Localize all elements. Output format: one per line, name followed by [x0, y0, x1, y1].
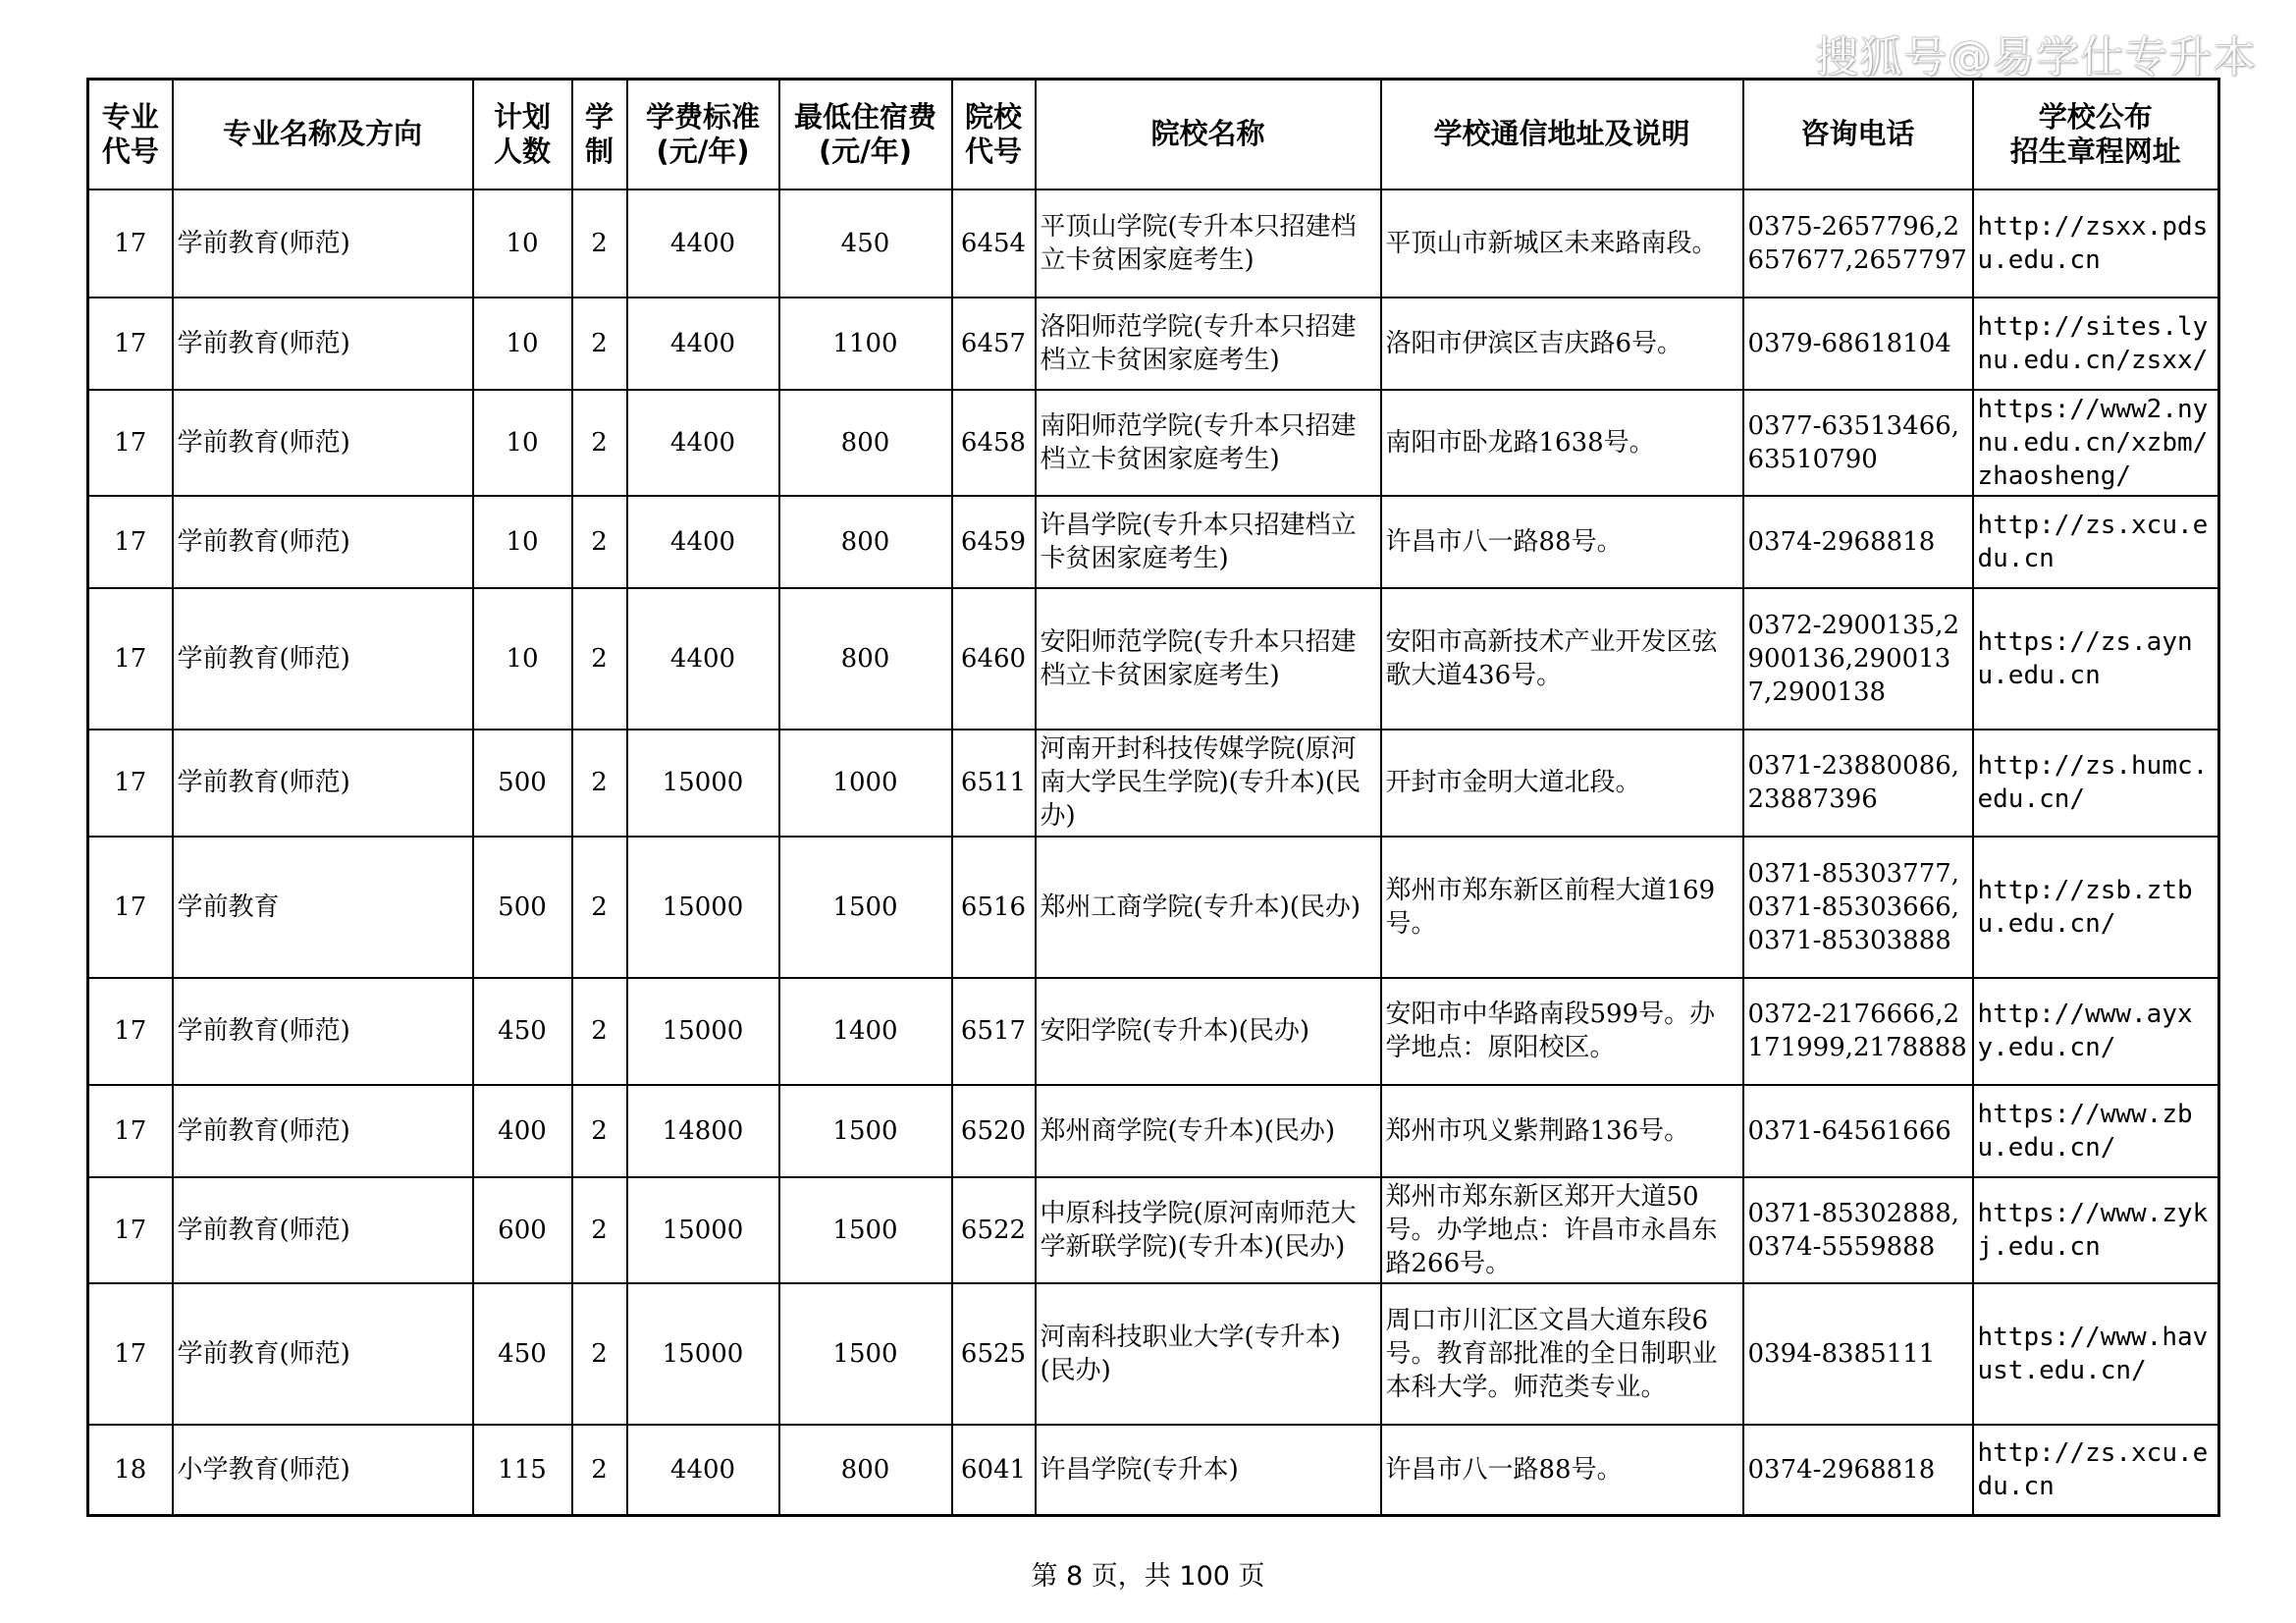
cell-major-code: 17	[88, 730, 173, 837]
cell-address: 郑州市巩义紫荆路136号。	[1381, 1085, 1743, 1177]
cell-major-name: 学前教育(师范)	[173, 298, 473, 390]
cell-phone: 0372-2176666,2171999,2178888	[1743, 978, 1973, 1085]
cell-major-name: 学前教育(师范)	[173, 390, 473, 496]
cell-school-name: 安阳学院(专升本)(民办)	[1036, 978, 1381, 1085]
cell-url[interactable]: http://www.ayxy.edu.cn/	[1973, 978, 2219, 1085]
cell-tuition: 4400	[627, 189, 779, 298]
table-row	[88, 730, 2219, 837]
cell-url[interactable]: https://www.havust.edu.cn/	[1973, 1283, 2219, 1425]
cell-school-code: 6520	[952, 1085, 1036, 1177]
cell-url[interactable]: http://zsxx.pdsu.edu.cn	[1973, 189, 2219, 298]
cell-school-name: 安阳师范学院(专升本只招建档立卡贫困家庭考生)	[1036, 588, 1381, 730]
cell-duration: 2	[572, 1425, 627, 1516]
table-row	[88, 496, 2219, 588]
cell-url[interactable]: https://www2.nynu.edu.cn/xzbm/zhaosheng/	[1973, 390, 2219, 496]
cell-dorm-fee: 800	[779, 390, 952, 496]
cell-address: 洛阳市伊滨区吉庆路6号。	[1381, 298, 1743, 390]
header-url: 学校公布 招生章程网址	[1973, 80, 2219, 189]
cell-tuition: 4400	[627, 390, 779, 496]
cell-phone: 0371-23880086,23887396	[1743, 730, 1973, 837]
cell-address: 安阳市高新技术产业开发区弦歌大道436号。	[1381, 588, 1743, 730]
cell-url[interactable]: https://www.zbu.edu.cn/	[1973, 1085, 2219, 1177]
cell-major-code: 17	[88, 189, 173, 298]
cell-school-code: 6516	[952, 837, 1036, 978]
cell-dorm-fee: 1500	[779, 1085, 952, 1177]
cell-phone: 0372-2900135,2900136,2900137,2900138	[1743, 588, 1973, 730]
cell-duration: 2	[572, 730, 627, 837]
cell-duration: 2	[572, 1177, 627, 1283]
table-row	[88, 1425, 2219, 1516]
cell-address: 平顶山市新城区未来路南段。	[1381, 189, 1743, 298]
cell-duration: 2	[572, 978, 627, 1085]
cell-dorm-fee: 800	[779, 496, 952, 588]
page-footer: 第 8 页，共 100 页	[1031, 1561, 1265, 1592]
cell-school-code: 6454	[952, 189, 1036, 298]
cell-address: 郑州市郑东新区前程大道169号。	[1381, 837, 1743, 978]
cell-school-name: 中原科技学院(原河南师范大学新联学院)(专升本)(民办)	[1036, 1177, 1381, 1283]
cell-major-code: 17	[88, 496, 173, 588]
table-row	[88, 588, 2219, 730]
header-school-code: 院校 代号	[952, 80, 1036, 189]
cell-address: 许昌市八一路88号。	[1381, 1425, 1743, 1516]
cell-school-name: 郑州商学院(专升本)(民办)	[1036, 1085, 1381, 1177]
header-dorm-fee: 最低住宿费 (元/年)	[779, 80, 952, 189]
cell-dorm-fee: 1400	[779, 978, 952, 1085]
cell-school-name: 平顶山学院(专升本只招建档立卡贫困家庭考生)	[1036, 189, 1381, 298]
cell-duration: 2	[572, 298, 627, 390]
cell-major-name: 学前教育(师范)	[173, 730, 473, 837]
cell-dorm-fee: 1500	[779, 1177, 952, 1283]
cell-duration: 2	[572, 189, 627, 298]
cell-url[interactable]: http://zs.xcu.edu.cn	[1973, 1425, 2219, 1516]
cell-dorm-fee: 1500	[779, 1283, 952, 1425]
cell-url[interactable]: https://zs.aynu.edu.cn	[1973, 588, 2219, 730]
cell-major-code: 17	[88, 1085, 173, 1177]
cell-major-code: 17	[88, 837, 173, 978]
cell-major-code: 17	[88, 588, 173, 730]
cell-tuition: 4400	[627, 298, 779, 390]
cell-school-code: 6511	[952, 730, 1036, 837]
cell-url[interactable]: http://zs.humc.edu.cn/	[1973, 730, 2219, 837]
cell-plan-count: 10	[473, 588, 572, 730]
table-row	[88, 189, 2219, 298]
cell-major-name: 学前教育(师范)	[173, 978, 473, 1085]
cell-plan-count: 450	[473, 978, 572, 1085]
table-row	[88, 390, 2219, 496]
cell-phone: 0377-63513466,63510790	[1743, 390, 1973, 496]
cell-major-name: 学前教育(师范)	[173, 588, 473, 730]
cell-major-name: 学前教育(师范)	[173, 496, 473, 588]
header-duration: 学 制	[572, 80, 627, 189]
cell-dorm-fee: 1000	[779, 730, 952, 837]
table-row	[88, 298, 2219, 390]
cell-major-name: 学前教育(师范)	[173, 189, 473, 298]
header-phone: 咨询电话	[1743, 80, 1973, 189]
cell-address: 周口市川汇区文昌大道东段6号。教育部批准的全日制职业本科大学。师范类专业。	[1381, 1283, 1743, 1425]
cell-plan-count: 10	[473, 390, 572, 496]
cell-dorm-fee: 800	[779, 588, 952, 730]
cell-address: 安阳市中华路南段599号。办学地点：原阳校区。	[1381, 978, 1743, 1085]
cell-major-name: 学前教育(师范)	[173, 1085, 473, 1177]
cell-phone: 0371-85303777,0371-85303666,0371-85303888	[1743, 837, 1973, 978]
header-address: 学校通信地址及说明	[1381, 80, 1743, 189]
cell-plan-count: 500	[473, 730, 572, 837]
cell-dorm-fee: 1100	[779, 298, 952, 390]
cell-major-name: 学前教育	[173, 837, 473, 978]
cell-duration: 2	[572, 496, 627, 588]
cell-dorm-fee: 450	[779, 189, 952, 298]
cell-duration: 2	[572, 588, 627, 730]
cell-dorm-fee: 800	[779, 1425, 952, 1516]
cell-major-code: 17	[88, 1283, 173, 1425]
cell-tuition: 15000	[627, 978, 779, 1085]
cell-phone: 0374-2968818	[1743, 496, 1973, 588]
cell-duration: 2	[572, 1085, 627, 1177]
cell-phone: 0371-85302888,0374-5559888	[1743, 1177, 1973, 1283]
cell-school-code: 6458	[952, 390, 1036, 496]
cell-address: 南阳市卧龙路1638号。	[1381, 390, 1743, 496]
cell-tuition: 15000	[627, 1283, 779, 1425]
cell-duration: 2	[572, 390, 627, 496]
cell-url[interactable]: http://sites.lynu.edu.cn/zsxx/	[1973, 298, 2219, 390]
cell-school-code: 6517	[952, 978, 1036, 1085]
cell-school-code: 6041	[952, 1425, 1036, 1516]
cell-tuition: 15000	[627, 730, 779, 837]
cell-phone: 0379-68618104	[1743, 298, 1973, 390]
cell-school-code: 6460	[952, 588, 1036, 730]
cell-school-name: 洛阳师范学院(专升本只招建档立卡贫困家庭考生)	[1036, 298, 1381, 390]
cell-address: 开封市金明大道北段。	[1381, 730, 1743, 837]
cell-school-name: 南阳师范学院(专升本只招建档立卡贫困家庭考生)	[1036, 390, 1381, 496]
header-plan-count: 计划 人数	[473, 80, 572, 189]
cell-phone: 0374-2968818	[1743, 1425, 1973, 1516]
cell-school-code: 6522	[952, 1177, 1036, 1283]
cell-major-name: 学前教育(师范)	[173, 1177, 473, 1283]
cell-tuition: 4400	[627, 496, 779, 588]
table-row	[88, 837, 2219, 978]
cell-duration: 2	[572, 1283, 627, 1425]
cell-school-name: 许昌学院(专升本只招建档立卡贫困家庭考生)	[1036, 496, 1381, 588]
cell-school-code: 6525	[952, 1283, 1036, 1425]
cell-school-code: 6457	[952, 298, 1036, 390]
cell-plan-count: 450	[473, 1283, 572, 1425]
cell-url[interactable]: https://www.zykj.edu.cn	[1973, 1177, 2219, 1283]
cell-plan-count: 115	[473, 1425, 572, 1516]
cell-major-name: 学前教育(师范)	[173, 1283, 473, 1425]
cell-plan-count: 500	[473, 837, 572, 978]
cell-address: 郑州市郑东新区郑开大道50号。办学地点：许昌市永昌东路266号。	[1381, 1177, 1743, 1283]
cell-plan-count: 10	[473, 496, 572, 588]
cell-tuition: 15000	[627, 837, 779, 978]
cell-plan-count: 600	[473, 1177, 572, 1283]
cell-plan-count: 10	[473, 298, 572, 390]
table-row	[88, 1177, 2219, 1283]
header-major-code: 专业 代号	[88, 80, 173, 189]
cell-phone: 0371-64561666	[1743, 1085, 1973, 1177]
cell-dorm-fee: 1500	[779, 837, 952, 978]
header-major-name: 专业名称及方向	[173, 80, 473, 189]
cell-url[interactable]: http://zsb.ztbu.edu.cn/	[1973, 837, 2219, 978]
cell-tuition: 15000	[627, 1177, 779, 1283]
header-row	[88, 80, 2219, 189]
header-school-name: 院校名称	[1036, 80, 1381, 189]
cell-school-name: 河南科技职业大学(专升本)(民办)	[1036, 1283, 1381, 1425]
cell-school-name: 河南开封科技传媒学院(原河南大学民生学院)(专升本)(民办)	[1036, 730, 1381, 837]
cell-tuition: 4400	[627, 1425, 779, 1516]
cell-phone: 0394-8385111	[1743, 1283, 1973, 1425]
cell-tuition: 14800	[627, 1085, 779, 1177]
watermark: 搜狐号@易学仕专升本	[1815, 32, 2257, 82]
table-row	[88, 1283, 2219, 1425]
cell-major-name: 小学教育(师范)	[173, 1425, 473, 1516]
cell-major-code: 18	[88, 1425, 173, 1516]
cell-major-code: 17	[88, 978, 173, 1085]
cell-duration: 2	[572, 837, 627, 978]
cell-address: 许昌市八一路88号。	[1381, 496, 1743, 588]
cell-tuition: 4400	[627, 588, 779, 730]
cell-major-code: 17	[88, 390, 173, 496]
table-row	[88, 978, 2219, 1085]
cell-major-code: 17	[88, 298, 173, 390]
cell-school-code: 6459	[952, 496, 1036, 588]
cell-school-name: 郑州工商学院(专升本)(民办)	[1036, 837, 1381, 978]
enrollment-table	[86, 78, 2220, 1517]
header-tuition: 学费标准 (元/年)	[627, 80, 779, 189]
cell-plan-count: 10	[473, 189, 572, 298]
cell-major-code: 17	[88, 1177, 173, 1283]
cell-plan-count: 400	[473, 1085, 572, 1177]
cell-url[interactable]: http://zs.xcu.edu.cn	[1973, 496, 2219, 588]
cell-school-name: 许昌学院(专升本)	[1036, 1425, 1381, 1516]
cell-phone: 0375-2657796,2657677,2657797	[1743, 189, 1973, 298]
table-row	[88, 1085, 2219, 1177]
